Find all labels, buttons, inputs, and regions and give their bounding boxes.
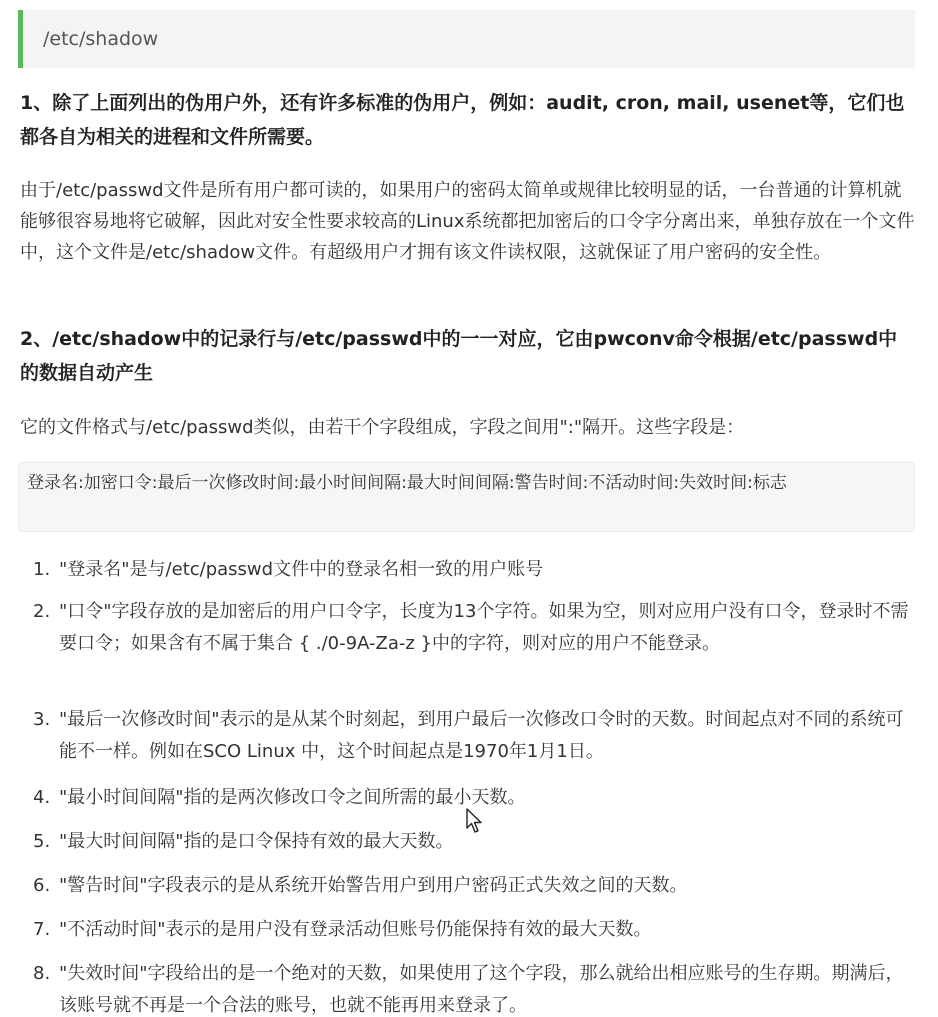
- list-item-text: "最大时间间隔"指的是口令保持有效的最大天数。: [59, 831, 454, 852]
- code-block: [18, 462, 915, 532]
- list-item-number: 5.: [33, 831, 51, 852]
- list-item-text: "失效时间"字段给出的是一个绝对的天数，如果使用了这个字段，那么就给出相应账号的生存期。期满后，该账号就不再是一个合法的账号，也就不能再用来登录了。: [59, 963, 904, 1016]
- mouse-pointer-icon: [466, 808, 484, 834]
- list-item-number: 8.: [33, 963, 51, 984]
- list-item-text: "登录名"是与/etc/passwd文件中的登录名相一致的用户账号: [59, 559, 544, 580]
- list-item-text: "不活动时间"表示的是用户没有登录活动但账号仍能保持有效的最大天数。: [59, 919, 652, 940]
- paragraph-shadow-intro: 由于/etc/passwd文件是所有用户都可读的，如果用户的密码太简单或规律比较明显的话，一台普通的计算机就能够很容易地将它破解，因此对安全性要求较高的Linux系统都把加密后的口令字分离出来，单独存放在一个文件中，这个文件是/etc/shadow文件。有超级用户才拥有该文件读权限，这就保证了用户密码的安全性。: [20, 180, 915, 263]
- code-block-text: 登录名:加密口令:最后一次修改时间:最小时间间隔:最大时间间隔:警告时间:不活动时间:失效时间:标志: [27, 473, 787, 493]
- list-item-text: "口令"字段存放的是加密后的用户口令字，长度为13个字符。如果为空，则对应用户没有口令，登录时不需要口令；如果含有不属于集合 { ./0-9A-Za-z }中的字符，则对应的用户不能登录。: [59, 601, 909, 654]
- section-heading-2: 2、/etc/shadow中的记录行与/etc/passwd中的一一对应，它由pwconv命令根据/etc/passwd中的数据自动产生: [20, 328, 898, 384]
- list-item-number: 3.: [33, 709, 51, 730]
- list-item-text: "最小时间间隔"指的是两次修改口令之间所需的最小天数。: [59, 787, 526, 808]
- list-item-number: 1.: [33, 559, 51, 580]
- list-item-text: "最后一次修改时间"表示的是从某个时刻起，到用户最后一次修改口令时的天数。时间起点对不同的系统可能不一样。例如在SCO Linux 中，这个时间起点是1970年1月1日。: [59, 709, 904, 762]
- list-item-number: 4.: [33, 787, 51, 808]
- list-item-number: 7.: [33, 919, 51, 940]
- section-heading-1: 1、除了上面列出的伪用户外，还有许多标准的伪用户，例如：audit, cron, mail, usenet等，它们也都各自为相关的进程和文件所需要。: [20, 92, 905, 148]
- blockquote: [18, 10, 915, 68]
- blockquote-text: /etc/shadow: [43, 28, 159, 50]
- list-item-number: 6.: [33, 875, 51, 896]
- list-item-text: "警告时间"字段表示的是从系统开始警告用户到用户密码正式失效之间的天数。: [59, 875, 688, 896]
- paragraph-file-format: 它的文件格式与/etc/passwd类似，由若干个字段组成，字段之间用":"隔开。这些字段是：: [20, 417, 745, 438]
- list-item-number: 2.: [33, 601, 51, 622]
